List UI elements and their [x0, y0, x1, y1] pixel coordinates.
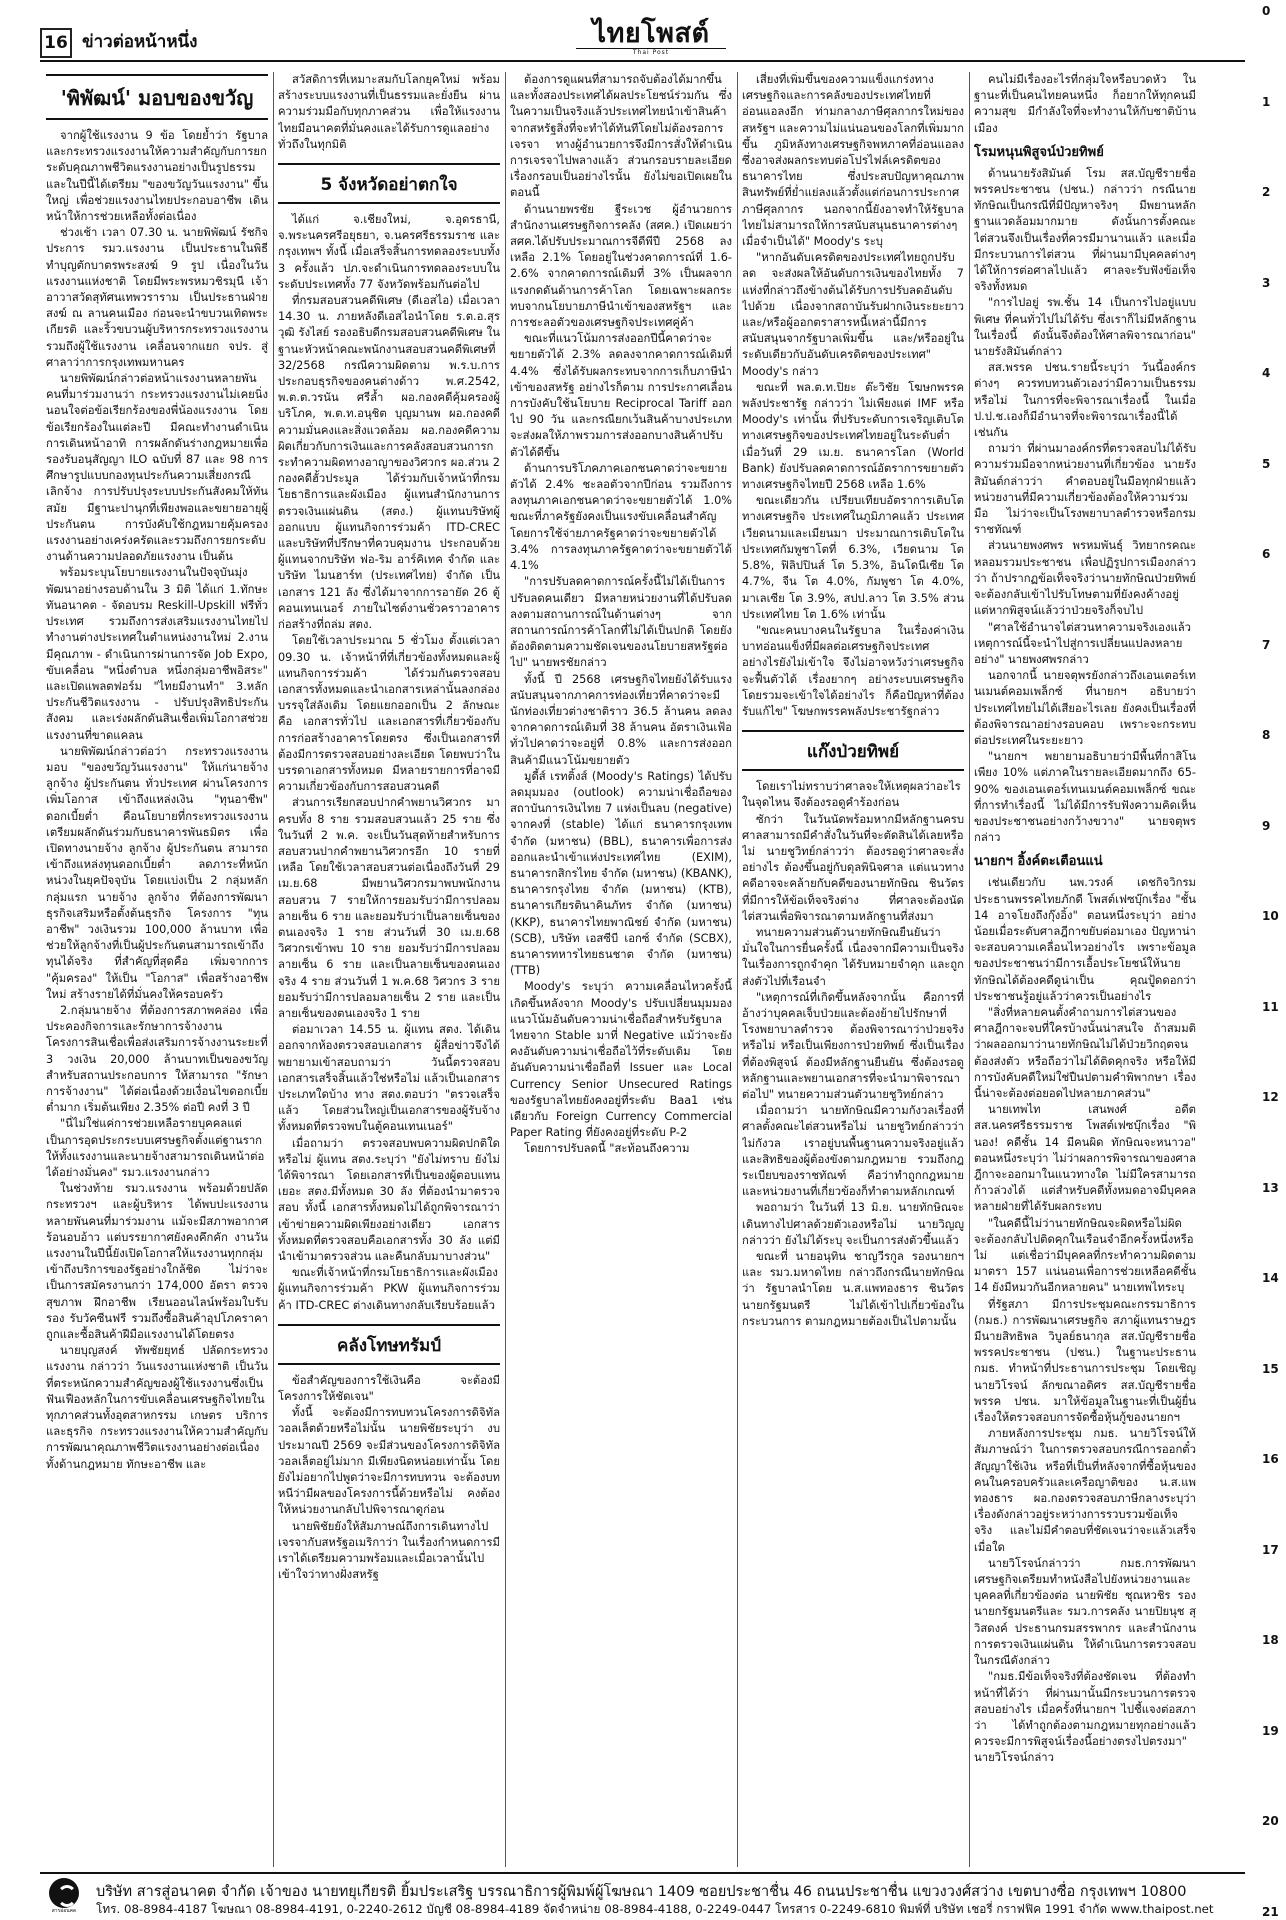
- paragraph: ส่วนการเรียกสอบปากคำพยานวิศวกร มาครบทั้ง 8 ราย รวมสอบสวนแล้ว 25 ราย ซึ่งในวันที่ 2 พ.ค. จะเป็นวันสุดท้ายสำหรับการสอบสวนปากคำพยานวิศวกรอีก 10 รายที่เหลือ โดยใช้เวลาสอบสวนต่อเนื่องถึงวันที่ 29 เม.ย.68 มีพยานวิศวกรมาพบพนักงานสอบสวน 7 รายให้การยอมรับว่ามีการปลอมลายเซ็น 6 ราย และยอมรับว่าเป็นลายเซ็นของตนเองจริง 1 ราย ส่วนวันที่ 30 เม.ย.68 วิศวกรเข้าพบ 10 ราย ยอมรับว่ามีการปลอมลายเซ็น 6 ราย และเป็นลายเซ็นของตนเองจริง 4 ราย ส่วนวันที่ 1 พ.ค.68 วิศวกร 3 ราย ยอมรับว่ามีการปลอมลายเซ็น 2 ราย และเป็นลายเซ็นของตนเองจริง 1 ราย: [278, 796, 500, 1020]
- margin-number: 13: [1262, 1180, 1279, 1195]
- paragraph: นอกจากนี้ นายจตุพรยังกล่าวถึงเอนเตอร์เทนเมนต์คอมเพล็กซ์ ที่นายกฯ อธิบายว่าประเทศไทยไม่ได้เสียอะไรเลย ยังคงเป็นเรื่องที่ต้องพิจารณาอย่างรอบคอบ เพราะจะกระทบต่อประเทศในระยะยาว: [974, 669, 1196, 747]
- column-5: [974, 72, 1196, 1862]
- article-body: [974, 72, 1196, 137]
- paragraph: ขณะที่แนวโน้มการส่งออกปีนี้คาดว่าจะขยายตัวได้ 2.3% ลดลงจากคาดการณ์เดิมที่ 4.4% ซึ่งได้รับผลกระทบจากการเก็บภาษีนำเข้าของสหรัฐ อย่างไรก็ตาม การประกาศเลื่อนการบังคับใช้นโยบาย Reciprocal Tariff ออกไป 90 วัน และกรณียกเว้นสินค้าบางประเภท จะส่งผลให้ภาพรวมการส่งออกบางสินค้าปรับตัวได้ดีขึ้น: [510, 332, 732, 459]
- article-body: [278, 72, 500, 153]
- paragraph: โดยการปรับลดนี้ "สะท้อนถึงความ: [524, 1142, 690, 1156]
- margin-number: 8: [1262, 728, 1271, 742]
- article-body: [742, 72, 964, 720]
- paragraph: ทนายความส่วนตัวนายทักษิณยืนยันว่า มั่นใจในการยื่นครั้งนี้ เนื่องจากมีความเป็นจริงในเรื่องการถูกจำคุก ได้รับหมายจำคุก และถูกส่งตัวไปที่เรือนจำ: [742, 925, 964, 988]
- paragraph: เสี่ยงที่เพิ่มขึ้นของความแข็งแกร่งทางเศรษฐกิจและการคลังของประเทศไทยที่อ่อนแอลงอีก ท่ามกลางภาษีศุลกากรใหม่ของสหรัฐฯ และความไม่แน่นอนของโลกที่เพิ่มมากขึ้น ภูมิหลังทางเศรษฐกิจพหภาคที่อ่อนแอลง ซึ่งอาจส่งผลกระทบต่อโปรไฟล์เครดิตของธนาคารไทย ซึ่งประสบปัญหาคุณภาพสินทรัพย์ที่ย่ำแย่ลงแล้วตั้งแต่ก่อนการประกาศภาษีศุลกากร นอกจากนี้ยังอาจทำให้รัฐบาลไทยไม่สามารถให้การสนับสนุนธนาคารต่างๆ เมื่อจำเป็นได้" Moody's ระบุ: [742, 73, 964, 249]
- margin-number: 1: [1262, 94, 1271, 109]
- column-divider: [505, 72, 506, 1867]
- paragraph: พอถามว่า ในวันที่ 13 มิ.ย. นายทักษิณจะเดินทางไปศาลด้วยตัวเองหรือไม่ นายวิญญูกล่าวว่า ยังไม่ได้ระบุ จะเป็นการส่งตัวขึ้นแล้ว: [742, 1201, 964, 1247]
- paragraph: เมื่อถามว่า นายทักษิณมีความกังวลเรื่องที่ศาลตั้งคณะไต่สวนหรือไม่ นายชูวิทย์กล่าวว่า ไม่กังวล เราอยู่บนพื้นฐานความจริงอยู่แล้ว และสิทธิของผู้ต้องขังตามกฎหมาย รวมถึงกฎระเบียบของราชทัณฑ์ คือว่าทำถูกกฎหมาย และหน่วยงานที่เกี่ยวข้องก็ทำตามหลักเกณฑ์: [742, 1104, 964, 1199]
- margin-number: 17: [1262, 1542, 1279, 1557]
- paragraph: ด้านนายพรชัย ฐีระเวช ผู้อำนวยการสำนักงานเศรษฐกิจการคลัง (สศค.) เปิดเผยว่า สศค.ได้ปรับประมาณการจีดีพีปี 2568 ลงเหลือ 2.1% โดยอยู่ในช่วงคาดการณ์ที่ 1.6-2.6% จากคาดการณ์เดิมที่ 3% เป็นผลจากแรงกดดันด้านการค้าโลก โดยเฉพาะผลกระทบจากนโยบายภาษีนำเข้าของสหรัฐฯ และการชะลอตัวของเศรษฐกิจประเทศคู่ค้า: [510, 202, 732, 330]
- logo-text: ไทยโพสต์: [592, 18, 710, 49]
- margin-number: 5: [1262, 456, 1271, 471]
- logo-subtext: Thai Post: [576, 48, 726, 56]
- article-body: [510, 72, 732, 1158]
- header-rule: [40, 60, 1245, 62]
- paragraph: ภายหลังการประชุม กมธ. นายวิโรจน์ให้สัมภาษณ์ว่า ในการตรวจสอบกรณีการออกตั๋วสัญญาใช้เงิน หรือที่เป็นที่หลังจากที่ซื้อหุ้นของคนในครอบครัวและเครือญาติของ น.ส.แพทองธาร ผอ.กองตรวจสอบภาษีกลางระบุว่าเรื่องดังกล่าวอยู่ระหว่างการรวบรวมข้อเท็จจริง และไม่มีคำตอบที่ชัดเจนว่าจะแล้วเสร็จเมื่อใด: [974, 1427, 1196, 1554]
- subhead-rome: โรมหนุนพิสูจน์ป่วยทิพย์: [974, 144, 1104, 160]
- paragraph: "นี่ไม่ใช่แค่การช่วยเหลือรายบุคคลแต่เป็นการอุดประกระบบเศรษฐกิจตั้งแต่ฐานราก ให้ทั้งแรงงานและนายจ้างสามารถเดินหน้าต่อได้อย่างมั่นคง" รมว.แรงงานกล่าว: [46, 1117, 265, 1179]
- publisher-logo-icon: [49, 1878, 79, 1908]
- column-2: [278, 72, 500, 1862]
- paragraph: ด้านนายรังสิมันต์ โรม สส.บัญชีรายชื่อ พรรคประชาชน (ปชน.) กล่าวว่า กรณีนายทักษิณเป็นกรณีที่มีปัญหาจริงๆ มีพยานหลักฐานแวดล้อมมากมาย ดังนั้นการตั้งคณะไต่สวนจึงเป็นเรื่องที่ควรมีมานานแล้ว และเมื่อมีกระบวนการไต่สวน ที่ผ่านมามีบุคคลต่างๆ ได้ให้การต่อศาลไปแล้ว ศาลจะรับฟังข้อเท็จจริงทั้งหมด: [974, 166, 1196, 294]
- paragraph: ข้อสำคัญของการใช้เงินคือ จะต้องมีโครงการให้ชัดเจน": [278, 1373, 500, 1404]
- paragraph: ที่รัฐสภา มีการประชุมคณะกรรมาธิการ (กมธ.) การพัฒนาเศรษฐกิจ สภาผู้แทนราษฎร มีนายสิทธิพล วิบูลย์ธนากุล สส.บัญชีรายชื่อ พรรคประชาชน (ปชน.) ในฐานะประธาน กมธ. ทำหน้าที่ประธานการประชุม โดยเชิญนายวิโรจน์ ลักขณาอดิศร สส.บัญชีรายชื่อ พรรค ปชน. มาให้ข้อมูลในฐานะที่เป็นผู้ยื่นเรื่องให้ตรวจสอบการจัดซื้อหุ้นกู้ของนายกฯ: [974, 1297, 1196, 1425]
- paragraph: "ขณะคนบางคนในรัฐบาล ในเรื่องค่าเงินบาทอ่อนแข็งที่มีผลต่อเศรษฐกิจประเทศอย่างไรยังไม่เข้าใจ จึงไม่อาจหวังว่าเศรษฐกิจจะฟื้นตัวได้ เรื่องยากๆ อย่างระบบเศรษฐกิจโดยรวมจะเข้าใจได้อย่างไร ก็คือปัญหาที่ต้องรับแก้ไข" โฆษกพรรคพลังประชารัฐกล่าว: [742, 623, 964, 718]
- paragraph: ขณะที่เจ้าหน้าที่กรมโยธาธิการและผังเมือง ผู้แทนกิจการร่วมค้า PKW ผู้แทนกิจการร่วมค้า ITD-CREC ต่างเดินทางกลับเรียบร้อยแล้ว: [278, 1266, 500, 1312]
- margin-number: 21: [1262, 1904, 1279, 1919]
- paragraph: ได้แก่ จ.เชียงใหม่, จ.อุดรธานี, จ.พระนครศรีอยุธยา, จ.นครศรีธรรมราช และกรุงเทพฯ ทั้งนี้ เมื่อเสร็จสิ้นการทดลองระบบทั้ง 3 ครั้งแล้ว ปภ.จะดำเนินการทดลองระบบในระดับประเทศทั้ง 77 จังหวัดพร้อมกันต่อไป: [278, 213, 500, 291]
- margin-number: 4: [1262, 366, 1271, 380]
- paragraph: 2.กลุ่มนายจ้าง ที่ต้องการสภาพคล่อง เพื่อประคองกิจการและรักษาการจ้างงาน โครงการสินเชื่อเพื่อส่งเสริมการจ้างงานระยะที่ 3 วงเงิน 20,000 ล้านบาทเป็นของขวัญสำหรับสถานประกอบการ ให้สามารถ "รักษาการจ้างงาน" ได้ต่อเนื่องด้วยเงื่อนไขดอกเบี้ยต่ำมาก เริ่มต้นเพียง 2.35% ต่อปี คงที่ 3 ปี: [46, 1003, 268, 1115]
- article-body: [278, 1373, 500, 1584]
- paragraph: ขณะที่ นายอนุทิน ชาญวีรกูล รองนายกฯ และ รมว.มหาดไทย กล่าวถึงกรณีนายทักษิณว่า รัฐบาลนำโดย น.ส.แพทองธาร ชินวัตร นายกรัฐมนตรี ไม่ได้เข้าไปเกี่ยวข้องในกระบวนการ ตามกฎหมายต้องเป็นไปตามนั้น: [742, 1250, 964, 1328]
- paragraph: มูดี้ส์ เรทติ้งส์ (Moody's Ratings) ได้ปรับลดมุมมอง (outlook) ความน่าเชื่อถือของสถาบันการเงินไทย 7 แห่งเป็นลบ (negative) จากคงที่ (stable) ได้แก่ ธนาคารกรุงเทพ จำกัด (มหาชน) (BBL), ธนาคารเพื่อการส่งออกและนำเข้าแห่งประเทศไทย (EXIM), ธนาคารกสิกรไทย จำกัด (มหาชน) (KBANK), ธนาคารกรุงไทย จำกัด (มหาชน) (KTB), ธนาคารเกียรตินาคินภัทร จำกัด (มหาชน) (KKP), ธนาคารไทยพาณิชย์ จำกัด (มหาชน) (SCB), บริษัท เอสซีบี เอกซ์ จำกัด (SCBX), ธนาคารทหารไทยธนชาต จำกัด (มหาชน) (TTB): [510, 769, 732, 978]
- footer-imprint: [40, 1872, 1245, 1920]
- article-body: [278, 212, 500, 1314]
- paragraph: นายพิชัยยังให้สัมภาษณ์ถึงการเดินทางไปเจรจากับสหรัฐอเมริกาว่า ในเรื่องกำหนดการมีเราได้เตรียมความพร้อมและเมื่อเวลานั้นไปเข้าใจว่าทางฝั่งสหรัฐ: [278, 1519, 500, 1582]
- paragraph: เมื่อถามว่า ตรวจสอบพบความผิดปกติใดหรือไม่ ผู้แทน สตง.ระบุว่า "ยังไม่ทราบ ยังไม่ได้พิจารณา โดยเอกสารที่เป็นของผู้ตอบแทนเยอะ สตง.มีทั้งหมด 30 ลัง ที่ต้องนำมาตรวจสอบ ทั้งนี้ เอกสารทั้งหมดไม่ได้ถูกพิจารณาว่าเข้าข่ายความผิดเพียงอย่างเดียว เอกสารทั้งหมดที่ตรวจสอบคือเอกสารทั้ง 30 ลัง แต่มีนำเข้ามาตรวจส่วน และคืนกลับมาบางส่วน": [278, 1136, 500, 1264]
- column-divider: [969, 72, 970, 1867]
- paragraph: "เหตุการณ์ที่เกิดขึ้นหลังจากนั้น คือการที่อ้างว่าบุคคลเจ็บป่วยและต้องย้ายไปรักษาที่โรงพยาบาลตำรวจ ต้องพิจารณาว่าป่วยจริงหรือไม่ หรือเป็นเพียงการป่วยทิพย์ ซึ่งเป็นเรื่องที่ต้องพิสูจน์ ต้องมีหลักฐานยืนยัน ซึ่งต้องรอดูหลักฐานและพยานเอกสารที่จะนำมาพิจารณาต่อไป" ทนายความส่วนตัวนายชูวิทย์กล่าว: [742, 990, 964, 1101]
- paragraph: โดยใช้เวลาประมาณ 5 ชั่วโมง ตั้งแต่เวลา 09.30 น. เจ้าหน้าที่ที่เกี่ยวข้องทั้งหมดและผู้แทนกิจการร่วมค้า ได้ร่วมกันตรวจสอบเอกสารทั้งหมดและนำเอกสารเหล่านั้นลงกล่องบรรจุใส่ลังเดิม โดยแยกออกเป็น 2 ลักษณะ คือ เอกสารทั่วไป และเอกสารที่เกี่ยวข้องกับการก่อสร้างอาคารโดยตรง ซึ่งเป็นเอกสารที่ต้องมีการตรวจสอบอย่างละเอียด โดยพบว่าในบรรดาเอกสารทั้งหมด มีหลายรายการที่อาจมีความเกี่ยวข้องกับการสอบสวนคดี: [278, 634, 500, 794]
- column-divider: [273, 72, 274, 1867]
- paragraph: ช่วงเช้า เวลา 07.30 น. นายพิพัฒน์ รัชกิจประการ รมว.แรงงาน เป็นประธานในพิธีทำบุญตักบาตรพระสงฆ์ 9 รูป เนื่องในวันแรงงานแห่งชาติ โดยมีพระพรหมวชิรมุนี เจ้าอาวาสวัดสุทัศนเทพวราราม เป็นประธานฝ่ายสงฆ์ ณ ลานคนเมือง ก่อนจะนำขบวนเทิดพระเกียรติ และริ้วขบวนผู้บริหารกระทรวงแรงงาน รวมถึงผู้ใช้แรงงาน เคลื่อนจากแยก จปร. สู่ศาลาว่าการกรุงเทพมหานคร: [46, 226, 268, 369]
- headline-gift: 'พิพัฒน์' มอบของขวัญ: [46, 74, 268, 120]
- column-divider: [737, 72, 738, 1867]
- margin-number: 16: [1262, 1452, 1279, 1466]
- article-body: [742, 779, 964, 1330]
- paragraph: "หากอันดับเครดิตของประเทศไทยถูกปรับลด จะส่งผลให้อันดับการเงินของไทยทั้ง 7 แห่งที่กล่าวถึงข้างต้นได้รับการปรับลดอันดับไปด้วย เนื่องจากสถาบันรับฝากเงินระยะยาวและ/หรือผู้ออกตราสารหนี้เหล่านี้มีการสนับสนุนจากรัฐบาลเพิ่มขึ้น และ/หรืออยู่ในระดับเดียวกับอันดับเครดิตของประเทศ" Moody's กล่าว: [742, 251, 964, 378]
- paragraph: เช่นเดียวกับ นพ.วรงค์ เดชกิจวิกรม ประธานพรรคไทยภักดี โพสต์เฟซบุ๊กเรื่อง "ชั้น 14 อาจโยงถึงกุ๊งอิ้ง" ตอนหนึ่งระบุว่า อย่างน้อยเมื่อระดับศาลฎีกาขยับต่อมาเอง ปัญหาน่าจะสอบความเคลื่อนไหวอย่างไร เพราะข้อมูลของประชาชนว่ามีการเอื้อประโยชน์ให้นายทักษิณได้ต้องคดีดูน่าเป็น คุณปู้ดดอกว่า ประชาชนรู้อยู่แล้วว่าควรเป็นอย่างไร: [974, 876, 1196, 1003]
- margin-number: 6: [1262, 547, 1271, 561]
- publisher-logo-caption: สารอ่อนคด: [51, 1908, 77, 1914]
- paragraph: ซักว่า ในวันนัดพร้อมหากมีหลักฐานครบศาลสามารถมีคำสั่งในวันที่จะตัดสินได้เลยหรือไม่ นายชูวิทย์กล่าวว่า ต้องรอดูว่าศาลจะสั่งอย่างไร ต้องขึ้นอยู่กับดุลพินิจศาล แต่แนวทางคดีอาจจะคล้ายกับคดีของนายทักษิณ ชินวัตร ที่มีการให้ข้อเท็จจริงต่าง ที่ศาลจะต้องนัดไต่สวนเพื่อพิจารณาตามหลักฐานที่ส่งมา: [742, 812, 964, 923]
- paragraph: ทั้งนี้ ปี 2568 เศรษฐกิจไทยยังได้รับแรงสนับสนุนจากภาคการท่องเที่ยวที่คาดว่าจะมีนักท่องเที่ยวต่างชาติราว 36.5 ล้านคน ลดลงจากคาดการณ์เดิมที่ 38 ล้านคน อัตราเงินเฟ้อทั่วไปคาดว่าจะอยู่ที่ 0.8% และการส่งออกสินค้ามีแนวโน้มขยายตัว: [510, 672, 732, 767]
- paragraph: "การปรับลดคาดการณ์ครั้งนี้ไม่ได้เป็นการปรับลดคนเดียว มีหลายหน่วยงานที่ได้ปรับลดลงตามสถานการณ์ในด้านต่างๆ จากสถานการณ์การค้าโลกที่ไม่ได้เป็นปกติ โดยยังต้องติดตามความชัดเจนของนโยบายสหรัฐต่อไป" นายพรชัยกล่าว: [510, 575, 732, 670]
- paragraph: "ในคดีนี้ไม่ว่านายทักษิณจะผิดหรือไม่ผิด จะต้องกลับไปติดคุกในเรือนจำอีกครั้งหนึ่งหรือไม่ แต่เชื่อว่ามีบุคคลที่กระทำความผิดตามมาตรา 157 แน่นอนเพื่อการช่วยเหลือคดีชั้น 14 ยังมีหมวกันอีกหลายคน" นายเทพไทระบุ: [974, 1216, 1196, 1295]
- paragraph: "สิ่งที่หลายคนตั้งคำถามการไต่สวนของศาลฎีกาจะจบที่ใครบ้างนั้นน่าสนใจ ถ้าสมมติว่าผลออกมาว่านายทักษิณไม่ได้ป่วยวิกฤตจนต้องส่งตัว หรือถือว่าไม่ได้ติดคุกจริง หรือให้มีการบังคับคดีใหม่ใช่ปืนปตามคำพิพากษา เรื่องนี้น่าจะต้องต่อยอดไปหลายภาคส่วน": [974, 1005, 1196, 1100]
- paragraph: สวัสดิการที่เหมาะสมกับโลกยุคใหม่ พร้อมสร้างระบบแรงงานที่เป็นธรรมและยั่งยืน ผ่านความร่วมมือกับทุกภาคส่วน เพื่อให้แรงงานไทยมีอนาคตที่มั่นคงและได้รับการดูแลอย่างทั่วถึงในทุกมิติ: [278, 73, 500, 151]
- paragraph: นายพิพัฒน์กล่าวต่อหน้าแรงงานหลายพันคนที่มาร่วมงานว่า กระทรวงแรงงานไม่เคยนิ่งนอนใจต่อข้อเรียกร้องของพี่น้องแรงงาน โดยข้อเรียกร้องในแต่ละปี มีคณะทำงานดำเนินการเดินหน้าอาทิ การผลักดันร่างกฎหมายเพื่อรองรับอนุสัญญา ILO ฉบับที่ 87 และ 98 การศึกษารูปแบบกองทุนประกันความเสี่ยงกรณีเลิกจ้าง การปรับปรุงระบบประกันสังคมให้ทันสมัย มีฐานะปานุกที่เพียงพอและขยายอายุผู้ประกันตน การบังคับใช้กฎหมายคุ้มครองแรงงานอย่างเคร่งครัดและรวมถึงการยกระดับงานด้านความปลอดภัยแรงงาน เป็นต้น: [46, 372, 268, 564]
- column-3: [510, 72, 732, 1862]
- paragraph: โดยเราไม่ทราบว่าศาลจะให้เหตุผลว่าอะไรในจุดไหน จึงต้องรอดูคำร้องก่อน: [742, 780, 961, 810]
- paragraph: ในช่วงท้าย รมว.แรงงาน พร้อมด้วยปลัดกระทรวงฯ และผู้บริหาร ได้พบปะแรงงานหลายพันคนที่มาร่วมงาน แม้จะมีสภาพอากาศร้อนอบอ้าว แต่บรรยากาศยังคงคึกคัก งานวันแรงงานในปีนี้ยังเปิดโอกาสให้แรงงานทุกกลุ่มเข้าถึงบริการของรัฐอย่างใกล้ชิด ไม่ว่าจะเป็นการสมัครงานกว่า 174,000 อัตรา ตรวจสุขภาพ ฝึกอาชีพ เรียนออนไลน์พร้อมใบรับรอง รับวัคซีนฟรี รวมถึงซื้อสินค้าอุปโภคราคาถูกและซื้อสินค้าฝีมือแรงงานได้โดยตรง: [46, 1182, 268, 1342]
- paragraph: จากผู้ใช้แรงงาน 9 ข้อ โดยย้ำว่า รัฐบาลและกระทรวงแรงงานให้ความสำคัญกับการยกระดับคุณภาพชีวิตแรงงานอย่างเป็นรูปธรรม และในปีนี้ได้เตรียม "ของขวัญวันแรงงาน" ขึ้นใหญ่ เพื่อช่วยแรงงานไทยประกอบอาชีพ เดินหน้าให้การช่วยเหลือทั้งต่อเนื่อง: [46, 129, 268, 224]
- paragraph: ส่วนนายพงศพร พรหมพันธุ์ วิทยากรคณะหลอมรวมประชาชน เพื่อปฏิรูปการเมืองกล่าวว่า ถ้าปรากฏข้อเท็จจริงว่านายทักษิณป่วยทิพย์ จะต้องกลับเข้าไปรับโทษตามที่ยังคงค้างอยู่ แต่หากพิสูจน์แล้วว่าป่วยจริงก็จบไป: [974, 539, 1196, 618]
- paragraph: ต้องการดูแผนที่สามารถจับต้องได้มากขึ้น และทั้งสองประเทศได้ผลประโยชน์ร่วมกัน ซึ่งในความเป็นจริงแล้วประเทศไทยนำเข้าสินค้าจากสหรัฐสิ่งที่จะทำได้ทันทีโดยไม่ต้องรอการเจรจา ทางผู้อำนวยการจึงมีการสั่งให้ดำเนินการเจรจาไปพลางแล้ว ส่วนกรอบรายละเอียดเรื่องกรอบเป็นอย่างไรนั้น ยังไม่ขอเปิดเผยในตอนนี้: [510, 73, 732, 200]
- margin-number: 20: [1262, 1814, 1279, 1828]
- paragraph: ทั้งนี้ จะต้องมีการทบทวนโครงการดิจิทัลวอลเล็ตด้วยหรือไม่นั้น นายพิชัยระบุว่า งบประมาณปี 2569 จะมีส่วนของโครงการดิจิทัลวอลเล็ตอยู่ไม่มาก มีเพียงนิดหน่อยเท่านั้น โดยยังไม่อยากไปพูดว่าจะมีการทบทวน จะต้องบทหนีว่ามีผลของโครงการนี้ด้วยหรือไม่ คงต้องให้หน่วยงานกลับไปพิจารณาดูก่อน: [278, 1406, 500, 1517]
- imprint-line-1: บริษัท สารสู่อนาคต จำกัด เจ้าของ นายทยุเกียรติ ยิ้มประเสริฐ บรรณาธิการผู้พิมพ์ผู้โฆษณา 1409 ซอยประชาชื่น 46 ถนนประชาชื่น แขวงวงศ์สว่าง เขตบางซื่อ กรุงเทพฯ 10800: [96, 1884, 1187, 1900]
- margin-number: 12: [1262, 1090, 1279, 1104]
- margin-number: 9: [1262, 818, 1271, 833]
- paragraph: ขณะที่ พล.ต.ท.ปิยะ ต๊ะวิชัย โฆษกพรรคพลังประชารัฐ กล่าวว่า ไม่เพียงแต่ IMF หรือ Moody's เท่านั้น ที่ปรับระดับการเจริญเติบโตทางเศรษฐกิจของประเทศไทยอยู่ในระดับต่ำ เมื่อวันที่ 29 เม.ย. ธนาคารโลก (World Bank) ยังปรับลดคาดการณ์อัตราการขยายตัวทางเศรษฐกิจไทยปี 2568 เหลือ 1.6%: [742, 380, 964, 492]
- margin-number: 19: [1262, 1723, 1279, 1738]
- article-body: [46, 128, 268, 1473]
- margin-number: 18: [1262, 1633, 1279, 1647]
- margin-number: 3: [1262, 275, 1271, 290]
- paragraph: ถามว่า ที่ผ่านมาองค์กรที่ตรวจสอบไม่ได้รับความร่วมมือจากหน่วยงานที่เกี่ยวข้อง นายรังสิมันต์กล่าวว่า คำตอบอยู่ในมือทุกฝ่ายแล้ว หน่วยงานที่มีความเกี่ยวข้องต้องให้ความร่วมมือ ไม่ว่าจะเป็นโรงพยาบาลตำรวจหรือกรมราชทัณฑ์: [974, 442, 1196, 537]
- paragraph: ด้านการบริโภคภาคเอกชนคาดว่าจะขยายตัวได้ 2.4% ชะลอตัวจากปีก่อน รวมถึงการลงทุนภาคเอกชนคาดว่าจะขยายตัวได้ 1.0% ขณะที่ภาครัฐยังคงเป็นแรงขับเคลื่อนสำคัญ โดยการใช้จ่ายภาครัฐคาดว่าจะขยายตัวได้ 3.4% การลงทุนภาครัฐคาดว่าจะขยายตัวได้ 4.1%: [510, 461, 732, 573]
- paragraph: นายวิโรจน์กล่าวว่า กมธ.การพัฒนาเศรษฐกิจเตรียมทำหนังสือไปยังหน่วยงานและบุคคลที่เกี่ยวข้องต่อ นายพิชัย ชุณหวชิร รองนายกรัฐมนตรีและ รมว.การคลัง นายปิยนุช สุวิสดงค์ ประธานกรมสรรพากร และสำนักงานการตรวจเงินแผ่นดิน ให้ดำเนินการตรวจสอบในกรณีดังกล่าว: [974, 1556, 1196, 1668]
- masthead-logo: [576, 20, 726, 56]
- publisher-logo: [44, 1878, 84, 1918]
- headline-fake-illness: แก๊งป่วยทิพย์: [742, 730, 964, 771]
- article-body: [974, 875, 1196, 1766]
- paragraph: "การไปอยู่ รพ.ชั้น 14 เป็นการไปอยู่แบบพิเศษ ที่คนทั่วไปไม่ได้รับ ซึ่งเราก็ไม่มีหลักฐานในเรื่องนี้ ดังนั้นจึงต้องให้ศาลพิจารณาก่อน" นายรังสิมันต์กล่าว: [974, 296, 1196, 359]
- article-body: [974, 166, 1196, 847]
- headline-five-provinces: 5 จังหวัดอย่าตกใจ: [278, 163, 500, 204]
- margin-number: 7: [1262, 637, 1271, 652]
- margin-number: 14: [1262, 1271, 1279, 1285]
- paragraph: นายบุญสงค์ ทัพชัยยุทธ์ ปลัดกระทรวงแรงงาน กล่าวว่า วันแรงงานแห่งชาติ เป็นวันที่ตระหนักความสำคัญของผู้ใช้แรงงานซึ่งเป็นฟันเฟืองหลักในการขับเคลื่อนเศรษฐกิจไทยในทุกภาคส่วนทั้งอุตสาหกรรม เกษตร บริการ และธุรกิจ กระทรวงแรงงานให้ความสำคัญกับการพัฒนาคุณภาพชีวิตแรงงานอย่างต่อเนื่อง ทั้งด้านกฎหมาย ทักษะอาชีพ และ: [46, 1344, 268, 1471]
- page-number: 16: [40, 28, 72, 58]
- paragraph: "นายกฯ พยายามอธิบายว่ามีพื้นที่กาสิโนเพียง 10% แต่ภาคในรายละเอียดมากถึง 65-90% ของเอนเตอร์เทนเมนต์คอมเพล็กซ์ ขณะที่การทำเรื่องนี้ ไม่ได้มีการรับฟังความคิดเห็นของประชาชนอย่างกว้างขวาง" นายจตุพรกล่าว: [974, 750, 1196, 845]
- paragraph: Moody's ระบุว่า ความเคลื่อนไหวครั้งนี้เกิดขึ้นหลังจาก Moody's ปรับเปลี่ยนมุมมองแนวโน้มอันดับความน่าเชื่อถือสำหรับรัฐบาลไทยจาก Stable มาที่ Negative แม้ว่าจะยังคงอันดับความน่าเชื่อถือไว้ที่ระดับเดิม โดยอันดับความน่าเชื่อถือที่ Issuer และ Local Currency Senior Unsecured Ratings ของรัฐบาลไทยยังคงอยู่ที่ระดับ Baa1 เช่นเดียวกับ Foreign Currency Commercial Paper Rating ที่ยังคงอยู่ที่ระดับ P-2: [510, 980, 732, 1140]
- page-header: [40, 18, 1245, 56]
- paragraph: พร้อมระบุนโยบายแรงงานในปัจจุบันมุ่งพัฒนาอย่างรอบด้านใน 3 มิติ ได้แก่ 1.ทักษะทันอนาคต - จัดอบรม Reskill-Upskill ฟรีทั่วประเทศ รวมถึงการส่งเสริมแรงงานไทยไปทำงานต่างประเทศในตำแหน่งงานใหม่ 2.งานมีคุณภาพ - ดำเนินการผ่านการจัด Job Expo, ขับเคลื่อน "หนึ่งตำบล หนึ่งกลุ่มอาชีพอิสระ" และเปิดแพลตฟอร์ม "ไทยมีงานทำ" 3.หลักประกันชีวิตแรงงาน - ปรับปรุงสิทธิประกันสังคม และเร่งผลักดันสินเชื่อเพิ่มโอกาสช่วยแรงงานที่ขาดแคลน: [46, 566, 268, 742]
- margin-number: 10: [1262, 909, 1279, 923]
- subhead-pm-warning: นายกฯ อิ้งค์ตะเตือนแน่: [974, 854, 1103, 870]
- paragraph: "กมธ.มีข้อเท็จจริงที่ต้องชัดเจน ที่ต้องทำหน้าที่ได้ว่า ที่ผ่านมานั้นมีกระบวนการตรวจสอบอย่างไร เมื่อครั้งที่นายกฯ ไปชี้แจงต่อสภาว่า ได้ทำถูกต้องตามกฎหมายทุกอย่างแล้ว ควรจะมีการพิสูจน์เรื่องนี้อย่างตรงไปตรงมา" นายวิโรจน์กล่าว: [974, 1670, 1196, 1765]
- margin-number: 11: [1262, 999, 1279, 1014]
- paragraph: ที่กรมสอบสวนคดีพิเศษ (ดีเอสไอ) เมื่อเวลา 14.30 น. ภายหลังดีเอสไอนำโดย ร.ต.อ.สุรวุฒิ รังไสย์ รองอธิบดีกรมสอบสวนคดีพิเศษ ในฐานะหัวหน้าคณะพนักงานสอบสวนคดีพิเศษที่ 32/2568 กรณีความผิดตาม พ.ร.บ.การประกอบธุรกิจของคนต่างด้าว พ.ศ.2542, พ.ต.ต.วรนัน ศรีล้ำ ผอ.กองคดีคุ้มครองผู้บริโภค, พ.ต.ท.อนุชิต บุญมานพ ผอ.กองคดีความมั่นคงและสิ่งแวดล้อม ผอ.กองคดีความผิดเกี่ยวกับการเงินและการคลังสอบสวนการกระทำความผิดทางอาญาของวิศวกร ผอ.ส่วน 2 กองคดีฮั้วประมูล ได้ร่วมกับเจ้าหน้าที่กรมโยธาธิการและผังเมือง ผู้แทนสำนักงานการตรวจเงินแผ่นดิน (สตง.) ผู้แทนบริษัทผู้ออกแบบ ผู้แทนกิจการร่วมค้า ITD-CREC และบริษัทที่ปรึกษาที่ควบคุมงาน ประกอบด้วยผู้แทนจากบริษัท ฟอ-ริม อาร์คิเทค จำกัด และบริษัท ไมนฮาร์ท (ประเทศไทย) จำกัด เป็นเอกสาร 121 ลัง ซึ่งได้มาจากการอายัด 26 ตู้คอนเทนเนอร์ ภายในไซต์งานชั่วคราวอาคารก่อสร้างที่ถล่ม สตง.: [278, 294, 500, 632]
- column-4: [742, 72, 964, 1862]
- section-title: ข่าวต่อหน้าหนึ่ง: [82, 32, 198, 52]
- paragraph: คนไม่มีเรื่องอะไรที่กลุ่มใจหรือบวดหัว ในฐานะที่เป็นคนไทยคนหนึ่ง ก็อยากให้ทุกคนมีความสุข มีกำลังใจที่จะทำงานให้กับชาติบ้านเมือง: [974, 73, 1196, 135]
- paragraph: สส.พรรค ปชน.รายนี้ระบุว่า วันนี้องค์กรต่างๆ ควรทบทวนตัวเองว่ามีความเป็นธรรมหรือไม่ ในการที่จะพิจารณาเรื่องนี้ ในเมื่อ ป.ป.ช.เองก็มีอำนาจที่จะพิจารณาเรื่องนี้ได้เช่นกัน: [974, 361, 1196, 440]
- paragraph: "ศาลใช้อำนาจไต่สวนหาความจริงเองแล้ว เหตุการณ์นี้จะนำไปสู่การเปลี่ยนแปลงหลายอย่าง" นายพงศพรกล่าว: [974, 620, 1192, 666]
- imprint-line-2: โทร. 08-8984-4187 โฆษณา 08-8984-4191, 0-2240-2612 บัญชี 08-8984-4189 จัดจำหน่าย 08-8984-4188, 0-2249-0447 โทรสาร 0-2249-6810 พิมพ์ที่ บริษัท เชอรี่ กราฟฟิค 1991 จำกัด www.thaipost.net: [96, 1902, 1214, 1916]
- margin-number: 15: [1262, 1361, 1279, 1376]
- paragraph: นายเทพไท เสนพงศ์ อดีต สส.นครศรีธรรมราช โพสต์เฟซบุ๊กเรื่อง "พินอง! คดีชั้น 14 มีคนผิด ทักษิณจะหนาวอ" ตอนหนึ่งระบุว่า ไม่ว่าผลการพิจารณาของศาลฎีกาจะออกมาในแนวทางใด ไม่มีใครสามารถก้าวล่วงได้ แต่สำหรับคดีทั้งหมดอาจมีบุคคลหลายฝ่ายที่ได้รับผลกระทบ: [974, 1103, 1196, 1214]
- paragraph: ขณะเดียวกัน เปรียบเทียบอัตราการเติบโตทางเศรษฐกิจ ประเทศในภูมิภาคแล้ว ประเทศเวียดนามและเมียนมา ประมาณการเติบโตในประเทศกัมพูชาโตที่ 6.3%, เวียดนาม โต 5.8%, ฟิลิปปินส์ โต 5.3%, อินโดนีเซีย โต 4.7%, จีน โต 4.0%, กัมพูชา โต 4.0%, มาเลเซีย โต 3.9%, สปป.ลาว โต 3.5% ส่วนประเทศไทย โต 1.6% เท่านั้น: [742, 494, 964, 621]
- margin-number: 2: [1262, 185, 1271, 199]
- paragraph: ต่อมาเวลา 14.55 น. ผู้แทน สตง. ได้เดินออกจากห้องตรวจสอบเอกสาร ผู้สื่อข่าวจึงได้พยายามเข้าสอบถามว่า วันนี้ตรวจสอบเอกสารเสร็จสิ้นแล้วใช่หรือไม่ แล้วเป็นเอกสารประเภทใดบ้าง ทาง สตง.ตอบว่า "ตรวจเสร็จแล้ว โดยส่วนใหญ่เป็นเอกสารของผู้รับจ้างทั้งหมดที่ตรวจพบในตู้คอนเทนเนอร์": [278, 1023, 500, 1134]
- paragraph: นายพิพัฒน์กล่าวต่อว่า กระทรวงแรงงานมอบ "ของขวัญวันแรงงาน" ให้แก่นายจ้าง ลูกจ้าง ผู้ประกันตน ทั่วประเทศ ผ่านโครงการ เพิ่มโอกาส เข้าถึงแหล่งเงิน "ทุนอาชีพ" ดอกเบี้ยต่ำ คือนโยบายที่กระทรวงแรงงานเตรียมผลักดันร่วมกับธนาคารพันธมิตร เพื่อเปิดทางนายจ้าง ลูกจ้าง ผู้ประกันตน สามารถเข้าถึงแหล่งทุนดอกเบี้ยต่ำ ลดภาระที่หนักหน่วงในยุคปัจจุบัน โดยแบ่งเป็น 2 กลุ่มหลัก กลุ่มแรก นายจ้าง ลูกจ้าง ที่ต้องการพัฒนาธุรกิจเสริมหรือตั้งต้นธุรกิจ โครงการ "ทุนอาชีพ" วงเงินรวม 100,000 ล้านบาท เพื่อช่วยให้ลูกจ้างที่เป็นผู้ประกันตนสามารถเข้าถึงทุนได้จริง ที่สำคัญที่สุดคือ เพิ่มจากการ "คุ้มครอง" ให้เป็น "โอกาส" เพื่อสร้างอาชีพใหม่ สร้างรายได้ที่มั่นคงให้ครอบครัว: [46, 744, 268, 1001]
- headline-finance-trump: คลังโทษทรัมป์: [278, 1324, 500, 1365]
- margin-number: 0: [1262, 4, 1271, 18]
- column-1: [46, 72, 268, 1862]
